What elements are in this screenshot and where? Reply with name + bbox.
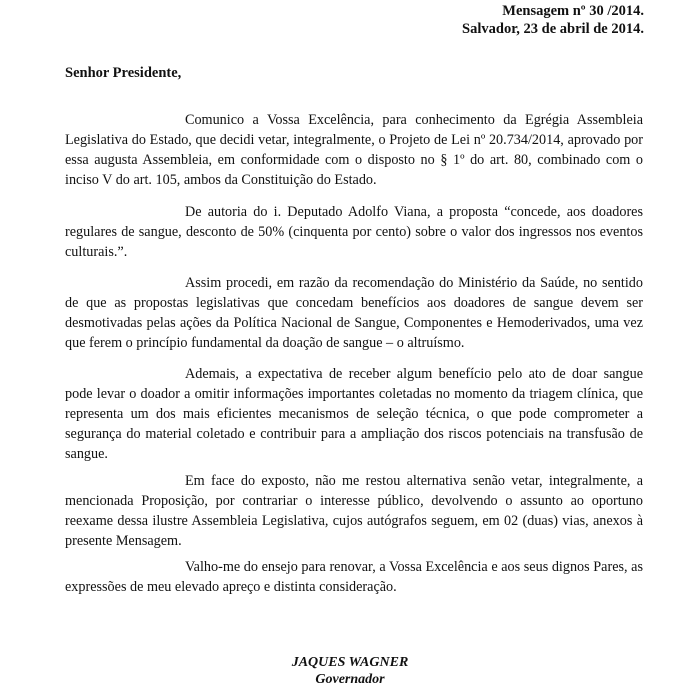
paragraph-authorship: De autoria do i. Deputado Adolfo Viana, a proposta “concede, aos doadores regulares de sangue, desconto de 50% (cinquenta por cento) sobre o valor dos ingressos nos eventos culturais.”. bbox=[65, 204, 643, 260]
document-header bbox=[462, 2, 644, 38]
paragraph-expectation: Ademais, a expectativa de receber algum benefício pelo ato de doar sangue pode levar o doador a omitir informações importantes coletadas no momento da triagem clínica, que representa um dos mais eficientes mecanismos de seleção técnica, o que pode comprometer a segurança do material coletado e contribuir para a ampliação dos riscos potenciais na transfusão de sangue. bbox=[65, 366, 643, 462]
paragraph-closing: Valho-me do ensejo para renovar, a Vossa Excelência e aos seus dignos Pares, as expressões de meu elevado apreço e distinta consideração. bbox=[65, 559, 643, 595]
message-number: Mensagem nº 30 /2014. bbox=[502, 3, 644, 19]
signatory-name: JAQUES WAGNER bbox=[291, 655, 409, 670]
signature-block bbox=[0, 654, 700, 688]
paragraph-communication: Comunico a Vossa Excelência, para conhecimento da Egrégia Assembleia Legislativa do Estado, que decidi vetar, integralmente, o Projeto de Lei nº 20.734/2014, aprovado por essa augusta Assembleia, em conformidade com o disposto no § 1º do art. 80, combinado com o inciso V do art. 105, ambos da Constituição do Estado. bbox=[65, 112, 643, 188]
paragraph-reason: Assim procedi, em razão da recomendação do Ministério da Saúde, no sentido de que as propostas legislativas que concedam benefícios aos doadores de sangue devem ser desmotivadas pelas ações da Política Nacional de Sangue, Componentes e Hemoderivados, uma vez que ferem o princípio fundamental da doação de sangue – o altruísmo. bbox=[65, 275, 643, 351]
document-body bbox=[65, 110, 643, 597]
signatory-title: Governador bbox=[315, 672, 385, 687]
place-date: Salvador, 23 de abril de 2014. bbox=[462, 21, 644, 37]
salutation: Senhor Presidente, bbox=[65, 65, 182, 81]
paragraph-conclusion: Em face do exposto, não me restou alternativa senão vetar, integralmente, a mencionada Proposição, por contrariar o interesse público, devolvendo o assunto ao oportuno reexame dessa ilustre Assembleia Legislativa, cujos autógrafos seguem, em 02 (duas) vias, anexos à presente Mensagem. bbox=[65, 473, 643, 549]
